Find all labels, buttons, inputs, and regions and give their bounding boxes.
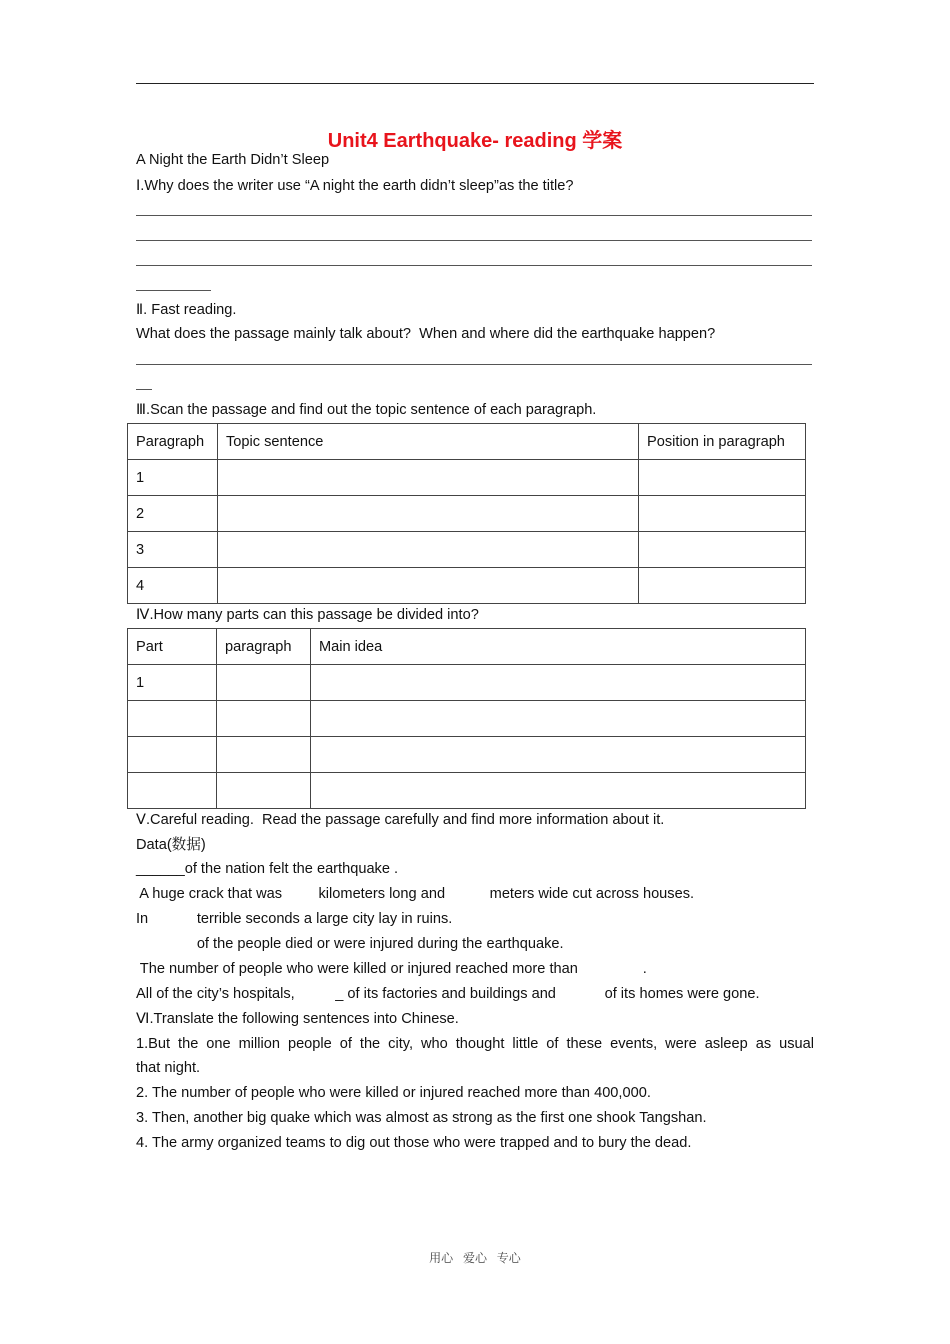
question-2: What does the passage mainly talk about? When and where did the earthquake happen? [136,326,716,342]
answer-line[interactable] [136,389,152,390]
sentence: 1.But the one million people of the city, who thought little of these events, were asleep as usual [136,1036,814,1052]
cell: 1 [128,665,217,701]
table-header-row [128,629,806,665]
header-cell: Part [128,629,217,665]
sentence: 3. Then, another big quake which was almost as strong as the first one shook Tangshan. [136,1110,707,1126]
table-row [128,460,806,496]
sentence: 4. The army organized teams to dig out those who were trapped and to bury the dead. [136,1135,692,1151]
header-cell: Position in paragraph [639,424,806,460]
table-row [128,568,806,604]
cell[interactable] [639,496,806,532]
cell: 4 [128,568,218,604]
table-row [128,665,806,701]
question-5: Ⅴ.Careful reading. Read the passage carefully and find more information about it. [136,812,665,828]
cell[interactable] [311,701,806,737]
answer-line[interactable] [136,265,812,266]
table-row [128,773,806,809]
data-line: A huge crack that was kilometers long and meters wide cut across houses. [136,886,695,902]
cell[interactable] [218,568,639,604]
cell[interactable] [311,737,806,773]
table-row [128,532,806,568]
cell[interactable] [128,701,217,737]
answer-line[interactable] [136,364,812,365]
cell[interactable] [128,773,217,809]
sentence: that night. [136,1060,201,1076]
cell[interactable] [311,773,806,809]
table-row [128,737,806,773]
cell[interactable] [217,665,311,701]
header-cell: paragraph [217,629,311,665]
answer-line[interactable] [136,290,211,291]
page-footer: 用心 爱心 专心 [429,1251,521,1265]
question-1: Ⅰ.Why does the writer use “A night the earth didn’t sleep”as the title? [136,178,574,194]
cell[interactable] [639,460,806,496]
topic-sentence-table [127,423,806,604]
cell[interactable] [639,532,806,568]
cell[interactable] [217,737,311,773]
question-4: Ⅳ.How many parts can this passage be divided into? [136,607,479,623]
question-6: Ⅵ.Translate the following sentences into Chinese. [136,1011,459,1027]
cell: 2 [128,496,218,532]
data-line: All of the city’s hospitals, _ of its factories and buildings and of its homes were gone. [136,986,760,1002]
document-title: Unit4 Earthquake- reading 学案 [327,130,623,152]
table-row [128,496,806,532]
cell[interactable] [217,773,311,809]
header-cell: Main idea [311,629,806,665]
data-label: Data(数据) [136,837,206,853]
cell: 1 [128,460,218,496]
answer-line[interactable] [136,215,812,216]
cell: 3 [128,532,218,568]
cell[interactable] [217,701,311,737]
table-row [128,701,806,737]
cell[interactable] [128,737,217,773]
cell[interactable] [218,532,639,568]
cell[interactable] [639,568,806,604]
header-cell: Topic sentence [218,424,639,460]
answer-line[interactable] [136,240,812,241]
cell[interactable] [218,496,639,532]
data-line: of the people died or were injured during the earthquake. [136,936,564,952]
cell[interactable] [218,460,639,496]
subtitle: A Night the Earth Didn’t Sleep [136,152,330,168]
data-line: In terrible seconds a large city lay in ruins. [136,911,453,927]
question-3: Ⅲ.Scan the passage and find out the topic sentence of each paragraph. [136,402,597,418]
question-2-heading: Ⅱ. Fast reading. [136,302,237,318]
data-line: The number of people who were killed or injured reached more than . [136,961,647,977]
sentence: 2. The number of people who were killed or injured reached more than 400,000. [136,1085,651,1101]
parts-table [127,628,806,809]
cell[interactable] [311,665,806,701]
data-line: ______of the nation felt the earthquake . [136,861,399,877]
table-header-row [128,424,806,460]
header-cell: Paragraph [128,424,218,460]
header-rule [136,83,814,84]
